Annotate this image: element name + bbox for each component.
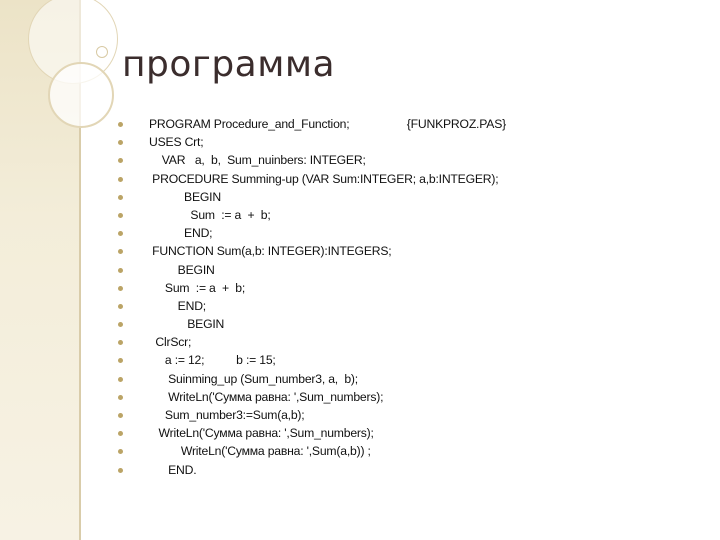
bullet-icon: [118, 340, 123, 345]
code-line: [118, 261, 678, 279]
code-line-text: WriteLn('Сумма равна: ',Sum_numbers);: [149, 389, 384, 404]
bullet-icon: [118, 122, 123, 127]
code-line: [118, 333, 678, 351]
code-line: [118, 370, 678, 388]
code-line-text: VAR a, b, Sum_nuinbers: INTEGER;: [149, 153, 366, 168]
code-line-text: END;: [149, 298, 206, 313]
code-line: [118, 297, 678, 315]
code-line: [118, 224, 678, 242]
code-line: [118, 242, 678, 260]
bullet-icon: [118, 231, 123, 236]
decorative-circle-small: [96, 46, 108, 58]
code-line-text: END;: [149, 226, 213, 241]
bullet-icon: [118, 249, 123, 254]
code-line: [118, 151, 678, 169]
code-line-text: ClrScr;: [149, 335, 192, 350]
bullet-icon: [118, 213, 123, 218]
code-line-text: Sum_number3:=Sum(a,b);: [149, 408, 305, 422]
code-line-text: PROCEDURE Summing-up (VAR Sum:INTEGER; a,b:INTEGER);: [149, 171, 499, 186]
code-line: [118, 279, 678, 297]
code-line-text: a := 12; b := 15;: [149, 353, 276, 368]
code-line-text: Sum := a + b;: [149, 207, 271, 222]
bullet-icon: [118, 195, 123, 200]
code-line: [118, 351, 678, 369]
bullet-icon: [118, 158, 123, 163]
slide-title: программа: [122, 44, 336, 85]
code-line: [118, 424, 678, 442]
bullet-icon: [118, 177, 123, 182]
code-listing: [118, 115, 678, 479]
bullet-icon: [118, 377, 123, 382]
bullet-icon: [118, 468, 123, 473]
code-line-text: Sum := a + b;: [149, 280, 246, 295]
bullet-icon: [118, 140, 123, 145]
code-line: [118, 442, 678, 460]
code-line: [118, 206, 678, 224]
bullet-icon: [118, 322, 123, 327]
code-line: [118, 115, 678, 133]
code-line-text: WriteLn('Сумма равна: ',Sum_numbers);: [149, 426, 374, 441]
code-line-text: USES Crt;: [149, 135, 204, 150]
code-line-text: BEGIN: [149, 189, 221, 204]
decorative-circle-medium: [48, 62, 114, 128]
bullet-icon: [118, 431, 123, 436]
code-line-text: END.: [149, 462, 197, 477]
code-line-text: FUNCTION Sum(a,b: INTEGER):INTEGERS;: [149, 244, 392, 259]
code-line: [118, 388, 678, 406]
code-line-text: Suinming_up (Sum_number3, a, b);: [149, 371, 358, 386]
code-line: [118, 188, 678, 206]
code-line-text: BEGIN: [149, 317, 225, 332]
code-line: [118, 133, 678, 151]
bullet-icon: [118, 304, 123, 309]
code-line: [118, 406, 678, 424]
code-line: [118, 315, 678, 333]
bullet-icon: [118, 413, 123, 418]
bullet-icon: [118, 358, 123, 363]
code-line-text: WriteLn('Сумма равна: ',Sum(a,b)) ;: [149, 444, 371, 459]
bullet-icon: [118, 395, 123, 400]
code-line: [118, 170, 678, 188]
bullet-icon: [118, 286, 123, 291]
code-line-text: BEGIN: [149, 262, 215, 277]
code-line: [118, 461, 678, 479]
bullet-icon: [118, 268, 123, 273]
code-line-text: PROGRAM Procedure_and_Function; {FUNKPROZ.PAS}: [149, 117, 506, 131]
bullet-icon: [118, 449, 123, 454]
